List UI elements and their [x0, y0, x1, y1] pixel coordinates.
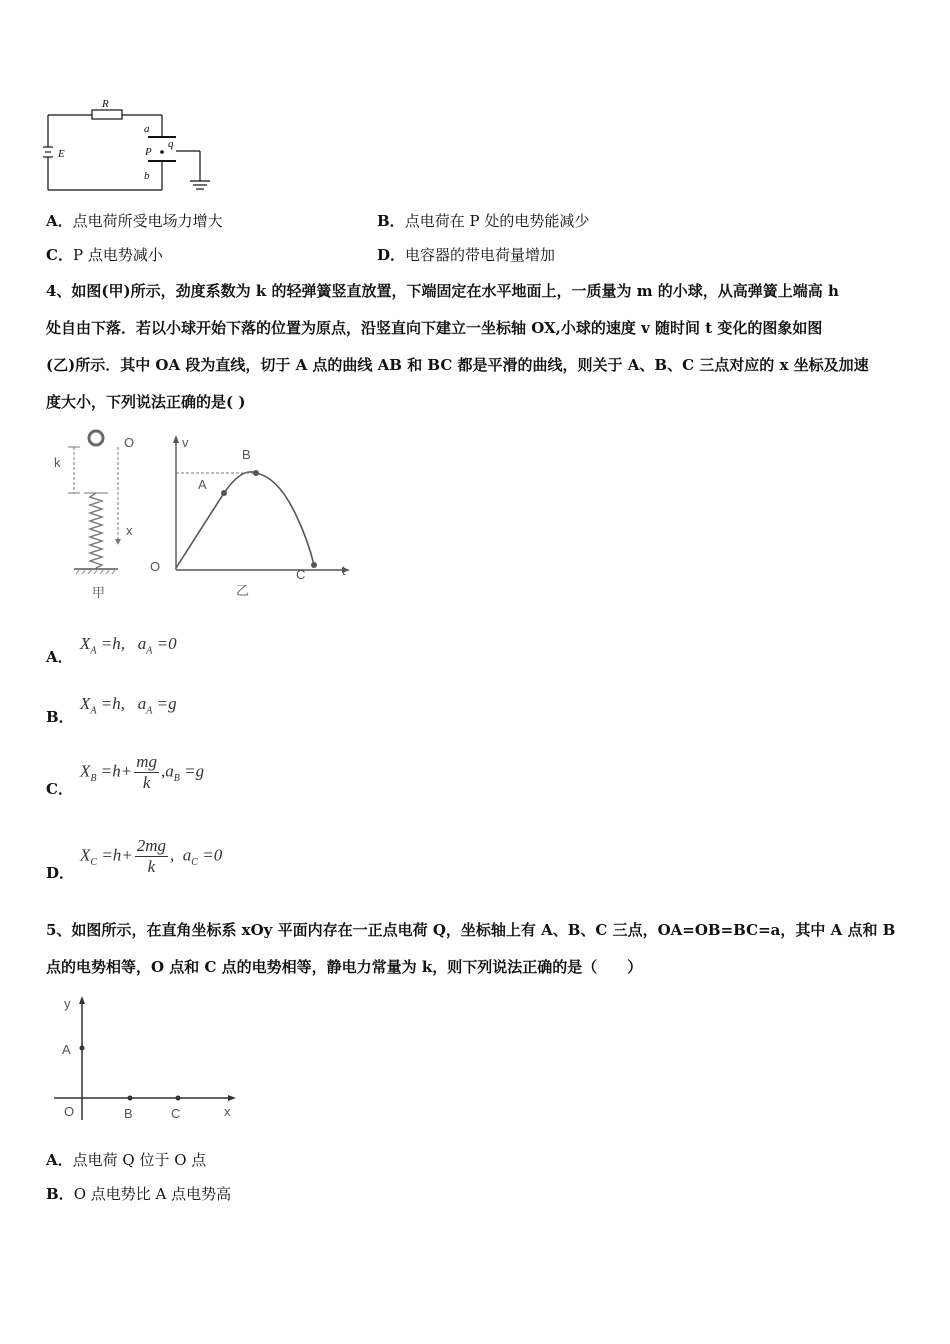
- label-yi: 乙: [236, 583, 250, 598]
- label-t: t: [342, 563, 346, 578]
- label-O: O: [150, 559, 161, 574]
- label-b: b: [144, 170, 150, 182]
- xoy-coordinate-figure: [46, 990, 246, 1125]
- label-a: a: [144, 123, 150, 135]
- label-P: P: [145, 146, 152, 158]
- label-B: B: [124, 1106, 133, 1121]
- circuit-diagram: [40, 95, 220, 200]
- label-R: R: [102, 98, 109, 110]
- label-B: B: [242, 447, 251, 462]
- q4-stem-line-1: 4、如图(甲)所示，劲度系数为 k 的轻弹簧竖直放置，下端固定在水平地面上，一质量为 m 的小球，从高弹簧上端高 h: [46, 282, 839, 300]
- q3-option-b: B．点电荷在 P 处的电势能减少: [377, 212, 590, 230]
- label-A: A: [62, 1042, 71, 1057]
- label-jia: 甲: [92, 585, 106, 600]
- q4-stem-line-3: (乙)所示．其中 OA 段为直线，切于 A 点的曲线 AB 和 BC 都是平滑的曲线，则关于 A、B、C 三点对应的 x 坐标及加速: [46, 356, 869, 374]
- q3-option-a: A．点电荷所受电场力增大: [46, 212, 223, 230]
- label-x: x: [224, 1104, 231, 1119]
- label-C: C: [171, 1106, 181, 1121]
- label-O-left: O: [124, 435, 135, 450]
- label-E: E: [58, 148, 65, 160]
- label-A: A: [198, 477, 207, 492]
- q4-stem-line-4: 度大小，下列说法正确的是( ): [46, 393, 246, 411]
- q3-option-d: D．电容器的带电荷量增加: [377, 246, 556, 264]
- label-k: k: [54, 455, 61, 470]
- q5-option-a: A．点电荷 Q 位于 O 点: [46, 1151, 207, 1169]
- label-q: q: [168, 138, 174, 150]
- q5-stem-line-1: 5、如图所示，在直角坐标系 xOy 平面内存在一正点电荷 Q，坐标轴上有 A、B、C 三点，OA=OB=BC=a，其中 A 点和 B: [46, 921, 896, 939]
- label-C: C: [296, 567, 306, 582]
- q5-option-b: B．O 点电势比 A 点电势高: [46, 1185, 232, 1203]
- fraction-2mg-over-k: $\frac{2mg}{k}$: [136, 836, 167, 876]
- spring-and-vt-figure: [46, 425, 366, 605]
- fraction-mg-over-k: $\frac{mg}{k}$: [136, 752, 157, 792]
- q3-option-c: C．P 点电势减小: [46, 246, 163, 264]
- q5-stem-line-2: 点的电势相等，O 点和 C 点的电势相等，静电力常量为 k，则下列说法正确的是（ ）: [46, 958, 643, 976]
- label-O: O: [64, 1104, 75, 1119]
- q4-stem-line-2: 处自由下落．若以小球开始下落的位置为原点，沿竖直向下建立一坐标轴 OX,小球的速度 v 随时间 t 变化的图象如图: [46, 319, 823, 337]
- label-y: y: [64, 996, 71, 1011]
- label-x: x: [126, 523, 133, 538]
- label-v: v: [182, 435, 189, 450]
